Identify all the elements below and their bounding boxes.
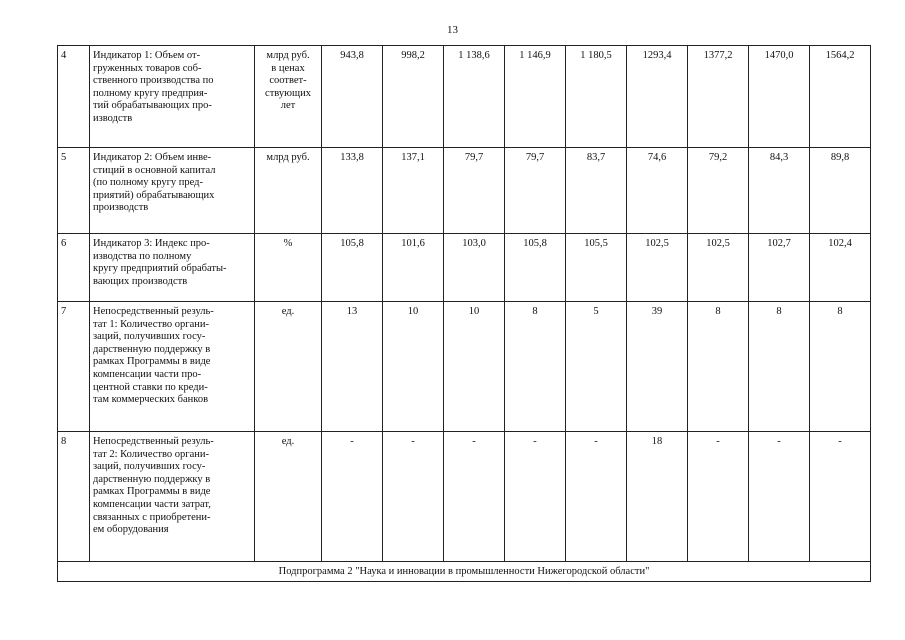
table-row bbox=[58, 234, 871, 302]
value-cell: 84,3 bbox=[749, 148, 810, 234]
table-row bbox=[58, 432, 871, 562]
table-body bbox=[58, 46, 871, 582]
value-cell: 79,2 bbox=[688, 148, 749, 234]
value-cell: 8 bbox=[749, 302, 810, 432]
value-cell: 137,1 bbox=[383, 148, 444, 234]
indicator-name-line: стиций в основной капитал bbox=[93, 164, 216, 176]
value-cell: - bbox=[383, 432, 444, 562]
value-cell: 39 bbox=[627, 302, 688, 432]
unit-cell bbox=[255, 234, 322, 302]
unit-line: лет bbox=[280, 100, 296, 112]
value-cell: - bbox=[810, 432, 871, 562]
indicator-name-line: Индикатор 3: Индекс про- bbox=[93, 238, 210, 249]
value-cell: - bbox=[688, 432, 749, 562]
row-number: 4 bbox=[58, 46, 90, 148]
value-cell: 133,8 bbox=[322, 148, 383, 234]
value-cell: 1564,2 bbox=[810, 46, 871, 148]
value-cell: - bbox=[566, 432, 627, 562]
indicator-name-line: ственного производства по bbox=[93, 75, 214, 87]
table-row bbox=[58, 46, 871, 148]
value-cell: 998,2 bbox=[383, 46, 444, 148]
value-cell: 74,6 bbox=[627, 148, 688, 234]
value-cell: 10 bbox=[444, 302, 505, 432]
indicators-table bbox=[57, 45, 871, 582]
value-cell: 102,5 bbox=[688, 234, 749, 302]
indicator-name-cell bbox=[90, 432, 255, 562]
unit-cell bbox=[255, 148, 322, 234]
value-cell: 8 bbox=[810, 302, 871, 432]
unit-line: ствующих bbox=[265, 87, 311, 99]
value-cell: 1470,0 bbox=[749, 46, 810, 148]
value-cell: - bbox=[444, 432, 505, 562]
value-cell: 105,5 bbox=[566, 234, 627, 302]
indicator-name-line: Непосредственный резуль- bbox=[93, 306, 214, 317]
value-cell: 5 bbox=[566, 302, 627, 432]
value-cell: 102,5 bbox=[627, 234, 688, 302]
value-cell: - bbox=[322, 432, 383, 562]
indicator-name-line: тат 1: Количество органи- bbox=[93, 318, 209, 330]
page-number: 13 bbox=[447, 24, 458, 36]
indicator-name-line: производств bbox=[93, 202, 149, 214]
value-cell: 943,8 bbox=[322, 46, 383, 148]
indicator-name-line: приятий) обрабатывающих bbox=[93, 189, 215, 201]
indicator-name-line: изводства по полному bbox=[93, 250, 192, 262]
unit-line: ед. bbox=[281, 436, 295, 447]
unit-line: соответ- bbox=[269, 75, 307, 87]
value-cell: 10 bbox=[383, 302, 444, 432]
value-cell: 79,7 bbox=[444, 148, 505, 234]
value-cell: 1 180,5 bbox=[566, 46, 627, 148]
unit-cell bbox=[255, 302, 322, 432]
row-number: 7 bbox=[58, 302, 90, 432]
row-number: 5 bbox=[58, 148, 90, 234]
row-number: 6 bbox=[58, 234, 90, 302]
subprogram-row bbox=[58, 562, 871, 582]
unit-cell bbox=[255, 432, 322, 562]
indicator-name-line: изводств bbox=[93, 112, 133, 124]
indicator-name-line: центной ставки по креди- bbox=[93, 381, 208, 393]
indicator-name-line: рамках Программы в виде bbox=[93, 486, 211, 498]
indicator-name-line: (по полному кругу пред- bbox=[93, 177, 204, 189]
table-row bbox=[58, 302, 871, 432]
indicator-name-line: вающих производств bbox=[93, 275, 188, 287]
indicator-name-line: связанных с приобретени- bbox=[93, 511, 211, 523]
value-cell: 105,8 bbox=[505, 234, 566, 302]
indicator-name-line: полному кругу предприя- bbox=[93, 87, 208, 99]
indicator-name-line: компенсации части затрат, bbox=[93, 498, 211, 510]
indicator-name-line: заций, получивших госу- bbox=[93, 331, 206, 343]
value-cell: 8 bbox=[688, 302, 749, 432]
value-cell: 105,8 bbox=[322, 234, 383, 302]
value-cell: 102,7 bbox=[749, 234, 810, 302]
value-cell: - bbox=[749, 432, 810, 562]
indicator-name-line: Индикатор 1: Объем от- bbox=[93, 50, 201, 61]
value-cell: 13 bbox=[322, 302, 383, 432]
indicator-name-line: тий обрабатывающих про- bbox=[93, 100, 212, 112]
indicator-name-cell bbox=[90, 302, 255, 432]
indicator-name-cell bbox=[90, 234, 255, 302]
value-cell: - bbox=[505, 432, 566, 562]
value-cell: 18 bbox=[627, 432, 688, 562]
indicator-name-line: там коммерческих банков bbox=[93, 394, 209, 406]
value-cell: 89,8 bbox=[810, 148, 871, 234]
value-cell: 1 138,6 bbox=[444, 46, 505, 148]
indicator-name-line: тат 2: Количество органи- bbox=[93, 448, 209, 460]
value-cell: 83,7 bbox=[566, 148, 627, 234]
table-row bbox=[58, 148, 871, 234]
value-cell: 79,7 bbox=[505, 148, 566, 234]
value-cell: 103,0 bbox=[444, 234, 505, 302]
value-cell: 1293,4 bbox=[627, 46, 688, 148]
unit-line: % bbox=[283, 238, 293, 249]
unit-line: млрд руб. bbox=[266, 50, 310, 61]
value-cell: 8 bbox=[505, 302, 566, 432]
row-number: 8 bbox=[58, 432, 90, 562]
value-cell: 102,4 bbox=[810, 234, 871, 302]
unit-cell bbox=[255, 46, 322, 148]
unit-line: млрд руб. bbox=[266, 152, 310, 163]
indicator-name-cell bbox=[90, 148, 255, 234]
value-cell: 1377,2 bbox=[688, 46, 749, 148]
indicator-name-line: компенсации части про- bbox=[93, 368, 202, 380]
indicator-name-line: кругу предприятий обрабаты- bbox=[93, 263, 227, 275]
indicator-name-line: Индикатор 2: Объем инве- bbox=[93, 152, 212, 163]
value-cell: 101,6 bbox=[383, 234, 444, 302]
indicator-name-cell bbox=[90, 46, 255, 148]
indicator-name-line: дарственную поддержку в bbox=[93, 473, 211, 485]
indicator-name-line: рамках Программы в виде bbox=[93, 356, 211, 368]
value-cell: 1 146,9 bbox=[505, 46, 566, 148]
indicator-name-line: Непосредственный резуль- bbox=[93, 436, 214, 447]
indicator-name-line: груженных товаров соб- bbox=[93, 62, 202, 74]
unit-line: в ценах bbox=[271, 62, 305, 74]
subprogram-title: Подпрограмма 2 "Наука и инновации в промышленности Нижегородской области" bbox=[58, 562, 871, 582]
indicator-name-line: ем оборудования bbox=[93, 524, 169, 536]
unit-line: ед. bbox=[281, 306, 295, 317]
indicator-name-line: заций, получивших госу- bbox=[93, 461, 206, 473]
indicator-name-line: дарственную поддержку в bbox=[93, 343, 211, 355]
